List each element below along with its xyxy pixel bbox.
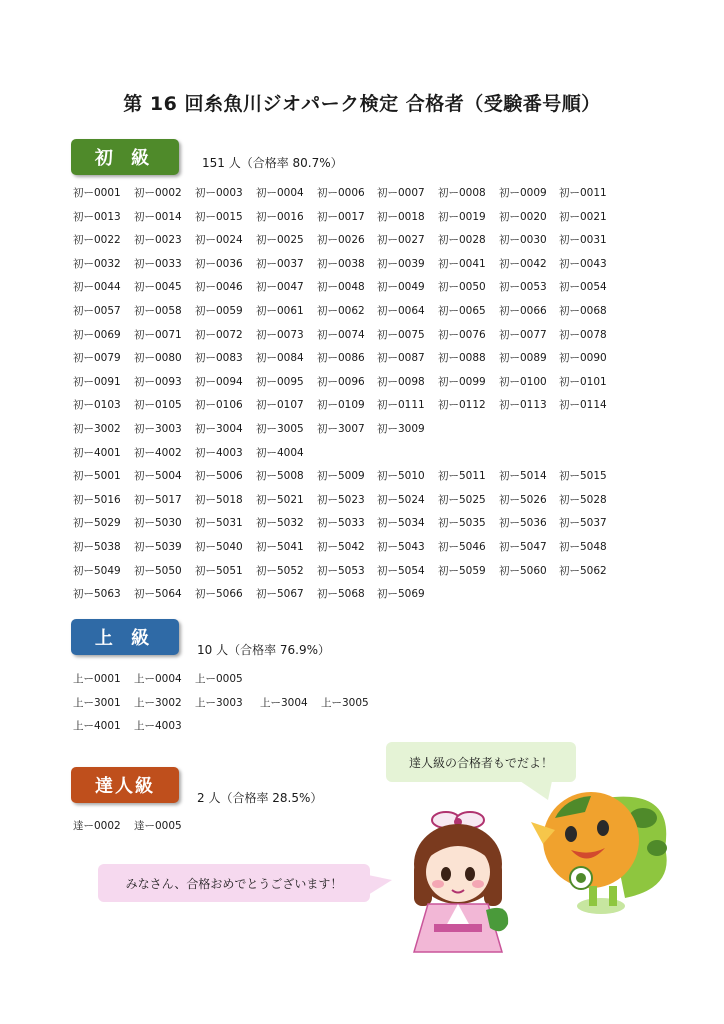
passer-id: 初ー5029 (73, 517, 121, 530)
passer-id: 初ー5040 (195, 541, 243, 553)
passer-id: 初ー0088 (438, 352, 486, 365)
passer-id: 初ー0032 (73, 257, 121, 270)
passer-id: 初ー0015 (195, 210, 243, 223)
passer-id: 初ー4001 (73, 446, 121, 459)
passer-id: 初ー5051 (195, 564, 243, 577)
passer-id: 初ー0023 (134, 234, 182, 247)
passer-id: 初ー0087 (377, 352, 425, 365)
passer-id: 初ー0103 (73, 399, 121, 412)
passer-id: 初ー0099 (438, 375, 486, 388)
passer-id: 初ー0020 (499, 210, 547, 223)
passer-id: 初ー0057 (73, 305, 121, 317)
passer-id: 初ー0054 (559, 281, 607, 294)
beginner-count: 151 人（合格率 80.7%） (202, 156, 343, 170)
passer-id: 初ー5011 (438, 470, 486, 483)
passer-id: 初ー5015 (559, 470, 607, 483)
passer-id: 初ー0017 (317, 210, 365, 223)
passer-id: 初ー0079 (73, 352, 121, 365)
master-badge: 達人級 (71, 767, 179, 803)
passer-id: 初ー5066 (195, 588, 243, 601)
passer-id: 上ー3002 (134, 696, 182, 709)
passer-id: 初ー5054 (377, 564, 425, 577)
passer-id: 初ー5018 (195, 493, 243, 506)
passer-id: 初ー5039 (134, 541, 182, 553)
passer-id: 初ー0091 (73, 375, 121, 388)
passer-id: 初ー0076 (438, 328, 486, 341)
mascot-character-illustration (525, 778, 675, 918)
passer-id: 上ー3001 (73, 696, 121, 709)
passer-id: 初ー5034 (377, 517, 425, 530)
passer-id: 初ー0112 (438, 399, 486, 412)
passer-id: 初ー5028 (559, 493, 607, 506)
passer-id: 初ー0093 (134, 375, 182, 388)
passer-id: 初ー5043 (377, 541, 425, 553)
passer-id: 初ー0080 (134, 352, 182, 365)
passer-id: 初ー0006 (317, 187, 365, 199)
passer-id: 初ー3004 (195, 423, 243, 435)
passer-id: 初ー0078 (559, 328, 607, 341)
passer-id: 初ー0083 (195, 352, 243, 365)
passer-id: 初ー0030 (499, 234, 547, 247)
passer-id: 初ー0059 (195, 305, 243, 317)
passer-id: 初ー0031 (559, 234, 607, 247)
passer-id: 初ー0014 (134, 210, 182, 223)
passer-id: 初ー5036 (499, 517, 547, 530)
passer-id: 初ー0071 (134, 328, 182, 341)
passer-id: 初ー0001 (73, 187, 121, 199)
passer-id: 初ー5038 (73, 541, 121, 553)
passer-id: 上ー3005 (321, 696, 369, 709)
passer-id: 初ー3007 (317, 423, 365, 435)
passer-id: 初ー0058 (134, 305, 182, 317)
passer-id: 初ー0095 (256, 375, 304, 388)
passer-id: 初ー0009 (499, 187, 547, 199)
passer-id: 上ー3004 (260, 696, 308, 709)
passer-id: 初ー0008 (438, 187, 486, 199)
passer-id: 初ー5050 (134, 564, 182, 577)
passer-id: 初ー0106 (195, 399, 243, 412)
passer-id: 初ー5035 (438, 517, 486, 530)
passer-id: 初ー0105 (134, 399, 182, 412)
passer-id: 初ー0002 (134, 187, 182, 199)
passer-id: 初ー3002 (73, 423, 121, 435)
passer-id: 上ー3003 (195, 696, 243, 709)
passer-id: 初ー0011 (559, 187, 607, 199)
passer-id: 初ー5017 (134, 493, 182, 506)
passer-id: 初ー0069 (73, 328, 121, 341)
passer-id: 初ー0046 (195, 281, 243, 294)
passer-id: 初ー0025 (256, 234, 304, 247)
passer-id: 初ー0094 (195, 375, 243, 388)
passer-id: 初ー0053 (499, 281, 547, 294)
passer-id: 初ー5069 (377, 588, 425, 601)
passer-id: 初ー0072 (195, 328, 243, 341)
passer-id: 初ー0090 (559, 352, 607, 365)
passer-id: 初ー5047 (499, 541, 547, 553)
passer-id: 初ー5008 (256, 470, 304, 483)
passer-id: 初ー5049 (73, 564, 121, 577)
passer-id: 初ー5062 (559, 564, 607, 577)
passer-id: 初ー5063 (73, 588, 121, 601)
passer-id: 初ー5023 (317, 493, 365, 506)
beginner-badge: 初 級 (71, 139, 179, 175)
passer-id: 初ー4004 (256, 446, 304, 459)
master-count: 2 人（合格率 28.5%） (197, 791, 323, 805)
passer-id: 初ー3005 (256, 423, 304, 435)
passer-id: 初ー5052 (256, 564, 304, 577)
passer-id: 初ー0047 (256, 281, 304, 294)
passer-id: 初ー3003 (134, 423, 182, 435)
passer-id: 初ー0033 (134, 257, 182, 270)
passer-id: 初ー0084 (256, 352, 304, 365)
advanced-badge: 上 級 (71, 619, 179, 655)
passer-id: 初ー0101 (559, 375, 607, 388)
passer-id: 初ー0062 (317, 305, 365, 317)
passer-id: 初ー0043 (559, 257, 607, 270)
passer-id: 上ー0001 (73, 673, 121, 685)
passer-id: 初ー5025 (438, 493, 486, 506)
passer-id: 初ー5033 (317, 517, 365, 530)
passer-id: 初ー0042 (499, 257, 547, 270)
passer-id: 初ー5060 (499, 564, 547, 577)
passer-id: 上ー0005 (195, 673, 243, 685)
passer-id: 初ー0004 (256, 187, 304, 199)
passer-id: 初ー0022 (73, 234, 121, 247)
passer-id: 初ー0016 (256, 210, 304, 223)
passer-id: 初ー5014 (499, 470, 547, 483)
passer-id: 初ー0003 (195, 187, 243, 199)
passer-id: 初ー0107 (256, 399, 304, 412)
passer-id: 初ー5031 (195, 517, 243, 530)
passer-id: 初ー5006 (195, 470, 243, 483)
passer-id: 初ー5037 (559, 517, 607, 530)
passer-id: 上ー0004 (134, 673, 182, 685)
passer-id: 初ー0007 (377, 187, 425, 199)
passer-id: 初ー0096 (317, 375, 365, 388)
passer-id: 初ー0111 (377, 399, 425, 412)
passer-id: 初ー5030 (134, 517, 182, 530)
passer-id: 初ー5053 (317, 564, 365, 577)
passer-id: 初ー0027 (377, 234, 425, 247)
passer-id: 初ー0050 (438, 281, 486, 294)
passer-id: 初ー0089 (499, 352, 547, 365)
mascot-speech-text: 達人級の合格者もでだよ！ (408, 755, 553, 770)
passer-id: 初ー0024 (195, 234, 243, 247)
passer-id: 初ー5004 (134, 470, 182, 483)
passer-id: 初ー0021 (559, 210, 607, 223)
passer-id: 初ー0038 (317, 257, 365, 270)
passer-id: 初ー5021 (256, 493, 304, 506)
princess-character-illustration (398, 806, 518, 956)
passer-id: 初ー3009 (377, 423, 425, 435)
passer-id: 初ー5009 (317, 470, 365, 483)
passer-id: 初ー0114 (559, 399, 607, 412)
passer-id: 初ー0065 (438, 305, 486, 317)
passer-id: 初ー0068 (559, 305, 607, 317)
advanced-count: 10 人（合格率 76.9%） (197, 643, 331, 657)
passer-id: 初ー0037 (256, 257, 304, 270)
passer-id: 初ー0064 (377, 305, 425, 317)
passer-id: 初ー0048 (317, 281, 365, 294)
passer-id: 初ー4002 (134, 446, 182, 459)
passer-id: 初ー0100 (499, 375, 547, 388)
passer-id: 初ー5064 (134, 588, 182, 601)
princess-speech-bubble (98, 864, 370, 902)
passer-id: 初ー0018 (377, 210, 425, 223)
passer-id: 初ー0036 (195, 257, 243, 270)
passer-id: 初ー0075 (377, 328, 425, 341)
passer-id: 初ー0044 (73, 281, 121, 294)
passer-id: 初ー5001 (73, 470, 121, 483)
princess-speech-text: みなさん、合格おめでとうございます！ (125, 876, 343, 891)
passer-id: 初ー5048 (559, 541, 607, 553)
passer-id: 初ー5041 (256, 541, 304, 553)
passer-id: 初ー5068 (317, 588, 365, 601)
passer-id: 初ー0098 (377, 375, 425, 388)
passer-id: 初ー5042 (317, 541, 365, 553)
passer-id: 初ー5024 (377, 493, 425, 506)
passer-id: 初ー5016 (73, 493, 121, 506)
passer-id: 初ー5010 (377, 470, 425, 483)
passer-id: 初ー0028 (438, 234, 486, 247)
mascot-speech-bubble (386, 742, 576, 782)
passer-id: 初ー0061 (256, 305, 304, 317)
passer-id: 初ー0019 (438, 210, 486, 223)
passer-id: 初ー0074 (317, 328, 365, 341)
passer-id: 初ー5032 (256, 517, 304, 530)
passer-id: 初ー0109 (317, 399, 365, 412)
passer-id: 初ー0113 (499, 399, 547, 412)
passer-id: 初ー0086 (317, 352, 365, 365)
passer-id: 初ー0041 (438, 257, 486, 270)
passer-id: 達ー0005 (134, 820, 182, 832)
passer-id: 初ー0049 (377, 281, 425, 294)
passer-id: 初ー0013 (73, 210, 121, 223)
passer-id: 初ー5026 (499, 493, 547, 506)
passer-id: 上ー4001 (73, 720, 121, 733)
passer-id: 初ー0045 (134, 281, 182, 294)
passer-id: 初ー0073 (256, 328, 304, 341)
passer-id: 達ー0002 (73, 820, 121, 832)
passer-id: 初ー5067 (256, 588, 304, 601)
page-title: 第 16 回糸魚川ジオパーク検定 合格者（受験番号順） (123, 93, 601, 115)
passer-id: 初ー0066 (499, 305, 547, 317)
passer-id: 初ー5059 (438, 564, 486, 577)
passer-id: 初ー0026 (317, 234, 365, 247)
passer-id: 上ー4003 (134, 720, 182, 733)
passer-id: 初ー0077 (499, 328, 547, 341)
passer-id: 初ー0039 (377, 257, 425, 270)
passer-id: 初ー4003 (195, 446, 243, 459)
passer-id: 初ー5046 (438, 541, 486, 553)
